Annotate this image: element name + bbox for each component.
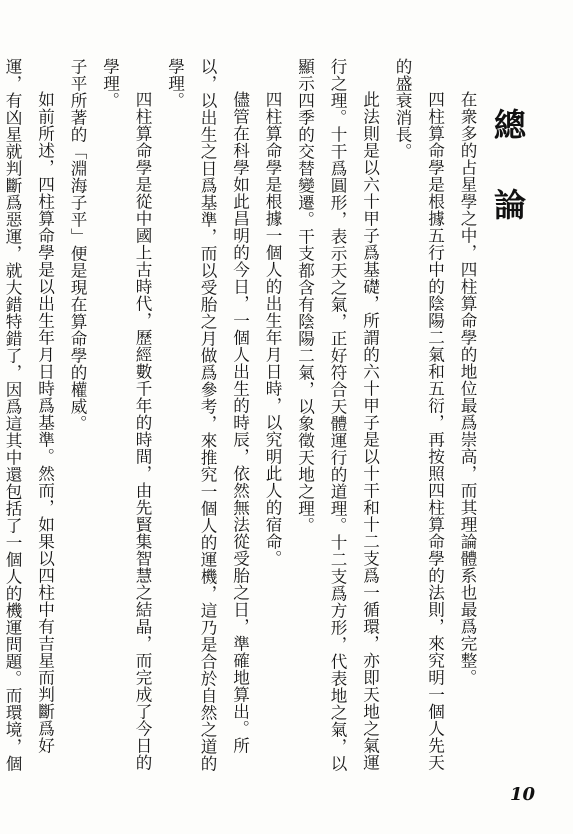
paragraph-7: 子平所著的「淵海子平」便是現在算命學的權威。 [68,58,87,432]
paragraph-3: 此法則是以六十甲子爲基礎，所謂的六十甲子是以十干和十二支爲一循環，亦即天地之氣運行之理。十干爲圓形，表示天之氣，正好符合天體運行的道理。十二支爲方形，代表地之氣，以顯示四季的交替變遷。干支都含有陰陽二氣，以象徵天地之理。 [295,58,380,772]
chapter-title: 總論 [489,108,527,268]
page-number: 10 [509,784,535,805]
paragraph-4: 四柱算命學是根據一個人的出生年月日時，以究明此人的宿命。 [263,91,282,568]
paragraph-5: 儘管在科學如此昌明的今日，一個人出生的時辰，依然無法從受胎之日，準確地算出。所以，以出生之日爲基準，而以受胎之月做爲參考，來推究一個人的運機，這乃是合於自然之道的學理。 [165,58,250,772]
paragraph-6: 四柱算命學是從中國上古時代，歷經數千年的時間，由先賢集智慧之結晶，而完成了今日的學理。 [100,58,152,772]
paragraph-1: 在衆多的占星學之中，四柱算命學的地位最爲崇高，而其理論體系也最爲完整。 [458,91,477,687]
paragraph-2: 四柱算命學是根據五行中的陰陽二氣和五衍，再按照四柱算命學的法則，來究明一個人先天的盛衰消長。 [393,58,445,772]
paragraph-8: 如前所述，四柱算命學是以出生年月日時爲基準。然而，如果以四柱中有吉星而判斷爲好運，有凶星就判斷爲惡運，就大錯特錯了，因爲這其中還包括了一個人的機運問題。而環境，個 [3,58,55,772]
body-text [0,58,483,778]
